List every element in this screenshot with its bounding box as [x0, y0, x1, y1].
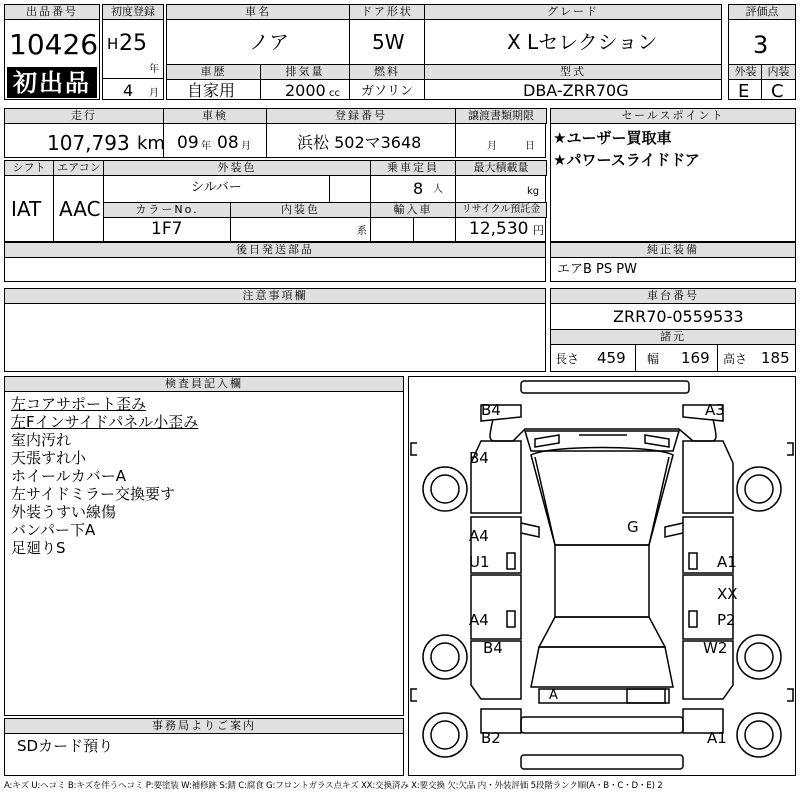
mark-front-left: B4	[481, 401, 501, 419]
insp-year-suffix: 年	[201, 141, 211, 152]
office-label: 事務局よりご案内	[4, 718, 404, 734]
lot-no-value: 10426	[9, 28, 99, 61]
person-unit: 人	[433, 184, 443, 195]
ext-color-label: 外装色	[103, 160, 371, 176]
inspector-box	[4, 376, 404, 716]
inspector-note-item: 室内汚れ	[11, 431, 72, 449]
aircon-label: エアコン	[53, 160, 105, 176]
capacity-value: 8	[413, 179, 424, 198]
mark-rear-fender-left: B4	[483, 639, 503, 657]
mark-front-door-right: A1	[717, 553, 737, 571]
inspector-note-item: 天張すれ小	[11, 449, 87, 467]
car-diagram	[409, 377, 795, 775]
displacement-value: 2000	[285, 81, 326, 100]
reg-no-value: 浜松 502マ3648	[297, 133, 422, 152]
office-box	[4, 718, 404, 776]
height-label: 高さ	[723, 352, 748, 366]
first-listing-text: 初出品	[13, 69, 91, 97]
first-reg-label: 初度登録	[102, 4, 164, 20]
capacity-label: 乗車定員	[370, 160, 456, 176]
yen-unit: 円	[533, 224, 544, 237]
notes-box	[4, 288, 546, 372]
name-box	[166, 4, 722, 100]
height-value: 185	[761, 349, 790, 367]
mileage-box	[4, 108, 546, 158]
interior-value: C	[771, 81, 784, 102]
genuine-value: エアB PS PW	[557, 262, 637, 277]
reg-no-label: 登録番号	[266, 108, 456, 124]
chassis-value: ZRR70-0559533	[613, 307, 744, 326]
mark-rear-fender-right: W2	[703, 639, 728, 657]
recycle-label: リサイクル預託金	[455, 202, 547, 218]
history-value: 自家用	[187, 81, 236, 100]
sales-point-1: ★ユーザー買取車	[553, 129, 672, 147]
grade-label: グレード	[424, 4, 722, 20]
insp-month-value: 08	[217, 133, 239, 153]
inspector-label: 検査員記入欄	[4, 376, 404, 392]
mark-rear-right: A1	[707, 729, 727, 747]
chassis-box	[550, 288, 796, 372]
inspector-note-item: ホイールカバーA	[11, 467, 126, 485]
recycle-value: 12,530	[469, 219, 529, 239]
mark-rear-door-left: A4	[469, 611, 489, 629]
fuel-value: ガソリン	[361, 84, 414, 99]
era-h: H	[107, 35, 119, 53]
lot-no-label: 出品番号	[4, 4, 100, 20]
reg-month-value: 4	[123, 81, 134, 100]
car-name-value: ノア	[249, 30, 289, 54]
score-box	[728, 4, 796, 100]
notes-label: 注意事項欄	[4, 288, 546, 304]
car-name-label: 車名	[166, 4, 350, 20]
sales-points-label: セールスポイント	[550, 108, 796, 124]
model-label: 型式	[424, 64, 722, 80]
displacement-label: 排気量	[260, 64, 350, 80]
reg-year-value: 25	[119, 31, 147, 56]
mark-fender-left: B4	[469, 449, 489, 467]
length-value: 459	[597, 349, 626, 367]
score-value: 3	[753, 31, 769, 59]
inspector-note-item: 左サイドミラー交換要す	[11, 485, 175, 503]
sales-points-box	[550, 108, 796, 242]
genuine-label: 純正装備	[550, 242, 796, 258]
inspector-note-item: 外装うすい線傷	[11, 503, 117, 521]
exterior-label: 外装	[728, 64, 763, 80]
model-value: DBA-ZRR70G	[523, 81, 629, 100]
later-parts-box	[4, 242, 546, 282]
int-color-label: 内装色	[230, 202, 371, 218]
inspector-note-item: バンパー下A	[11, 521, 96, 539]
cc-unit: cc	[329, 88, 340, 99]
month-suffix: 月	[149, 88, 159, 99]
mileage-label: 走行	[4, 108, 164, 124]
interior-label: 内装	[761, 64, 796, 80]
office-value: SDカード預り	[17, 737, 114, 755]
mark-front-door-left-u: U1	[469, 553, 490, 571]
inspector-note-item: 足廻りS	[11, 539, 66, 557]
inspector-note-item: 左Fインサイドパネル小歪み	[11, 413, 199, 431]
inspection-label: 車検	[163, 108, 267, 124]
mark-rear-glass: A	[549, 688, 558, 703]
shift-value: IAT	[11, 197, 42, 221]
mark-front-door-left-a: A4	[469, 527, 489, 545]
chassis-label: 車台番号	[550, 288, 796, 304]
inspector-note-item: 左コアサポート歪み	[11, 395, 147, 413]
doc-day-suffix: 日	[525, 141, 535, 152]
shift-label: シフト	[4, 160, 54, 176]
kei-suffix: 系	[357, 226, 367, 237]
car-map-box	[408, 376, 796, 776]
color-no-value: 1F7	[151, 219, 183, 239]
mark-side-right-p: P2	[717, 611, 736, 629]
grade-value: X Lセレクション	[507, 30, 658, 54]
fuel-label: 燃料	[349, 64, 425, 80]
width-label: 幅	[647, 352, 660, 366]
insp-month-suffix: 月	[241, 141, 251, 152]
max-load-label: 最大積載量	[455, 160, 547, 176]
mark-side-right-xx: XX	[717, 585, 738, 603]
length-label: 長さ	[555, 352, 580, 366]
doc-month-suffix: 月	[487, 141, 497, 152]
kg-unit: kg	[527, 186, 540, 197]
aircon-value: AAC	[59, 197, 101, 221]
year-suffix: 年	[149, 64, 159, 75]
first-reg-box	[102, 4, 164, 100]
inspector-notes-list	[11, 395, 198, 557]
door-value: 5W	[372, 30, 405, 54]
exterior-value: E	[738, 81, 750, 102]
color-no-label: カラーNo.	[103, 202, 231, 218]
import-label: 輸入車	[370, 202, 456, 218]
lot-box	[4, 4, 100, 100]
sales-point-2: ★パワースライドドア	[553, 151, 700, 169]
km-unit: km	[137, 133, 165, 154]
score-label: 評価点	[728, 4, 796, 20]
specs-label: 諸元	[550, 329, 796, 345]
mark-roof: G	[627, 518, 639, 536]
spec-box	[4, 160, 546, 242]
ext-color-value: シルバー	[191, 180, 242, 195]
mark-front-right: A3	[705, 401, 725, 419]
insp-year-value: 09	[177, 133, 199, 153]
transfer-docs-label: 譲渡書類期限	[455, 108, 547, 124]
later-parts-label: 後日発送部品	[4, 242, 546, 258]
mark-rear-left: B2	[481, 729, 501, 747]
mileage-value: 107,793	[47, 131, 130, 155]
width-value: 169	[681, 349, 710, 367]
genuine-box	[550, 242, 796, 282]
door-label: ドア形状	[349, 4, 425, 20]
legend-text: A:キズ U:ヘコミ B:キズを伴うヘコミ P:要塗装 W:補修跡 S:錆 C:腐食 G:フロントガラス点キズ XX:交換済み X:要交換 欠:欠品 内・外装評価 5段階ランク順(A・B・C・D・E) 2	[4, 781, 663, 791]
history-label: 車歴	[166, 64, 261, 80]
